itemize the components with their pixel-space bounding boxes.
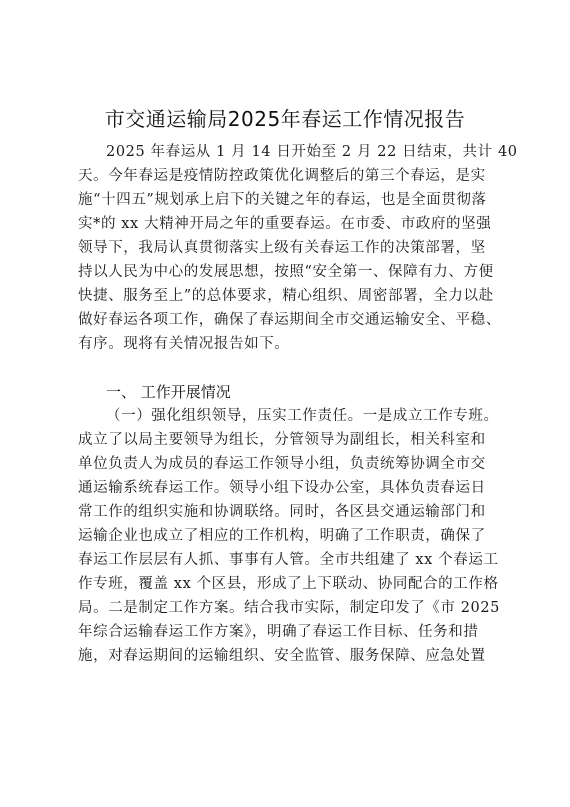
body-line: 作专班，覆盖 xx 个区县，形成了上下联动、协同配合的工作格 — [78, 576, 499, 592]
body-line: 单位负责人为成员的春运工作领导小组，负责统筹协调全市交 — [78, 456, 486, 472]
body-line: 运输企业也成立了相应的工作机构，明确了工作职责，确保了 — [78, 528, 486, 544]
body-line: 常工作的组织实施和协调联络。同时，各区县交通运输部门和 — [78, 504, 486, 520]
intro-line: 施“十四五”规划承上启下的关键之年的春运，也是全面贯彻落 — [78, 192, 487, 208]
body-line: （一）强化组织领导，压实工作责任。一是成立工作专班。 — [106, 408, 499, 424]
body-line: 通运输系统春运工作。领导小组下设办公室，具体负责春运日 — [78, 480, 486, 496]
intro-line: 天。今年春运是疫情防控政策优化调整后的第三个春运，是实 — [78, 168, 486, 184]
section-heading: 一、 工作开展情况 — [106, 383, 231, 401]
intro-line: 领导下，我局认真贯彻落实上级有关春运工作的决策部署，坚 — [78, 240, 486, 256]
document-title: 市交通运输局2025年春运工作情况报告 — [104, 107, 466, 131]
intro-line: 持以人民为中心的发展思想，按照“安全第一、保障有力、方便 — [78, 264, 494, 280]
body-line: 年综合运输春运工作方案》，明确了春运工作目标、任务和措 — [78, 624, 479, 640]
body-line: 春运工作层层有人抓、事事有人管。全市共组建了 xx 个春运工 — [78, 552, 499, 568]
body-line: 成立了以局主要领导为组长，分管领导为副组长，相关科室和 — [78, 432, 486, 448]
body-line: 局。二是制定工作方案。结合我市实际，制定印发了《市 2025 — [78, 600, 501, 616]
intro-line: 实*的 xx 大精神开局之年的重要春运。在市委、市政府的坚强 — [78, 216, 492, 232]
intro-line: 做好春运各项工作，确保了春运期间全市交通运输安全、平稳、 — [78, 312, 501, 328]
intro-line: 2025 年春运从 1 月 14 日开始至 2 月 22 日结束，共计 40 — [106, 144, 518, 160]
intro-line: 快捷、服务至上”的总体要求，精心组织、周密部署，全力以赴 — [78, 288, 494, 304]
intro-line: 有序。现将有关情况报告如下。 — [78, 336, 290, 352]
body-line: 施，对春运期间的运输组织、安全监管、服务保障、应急处置 — [78, 648, 486, 664]
